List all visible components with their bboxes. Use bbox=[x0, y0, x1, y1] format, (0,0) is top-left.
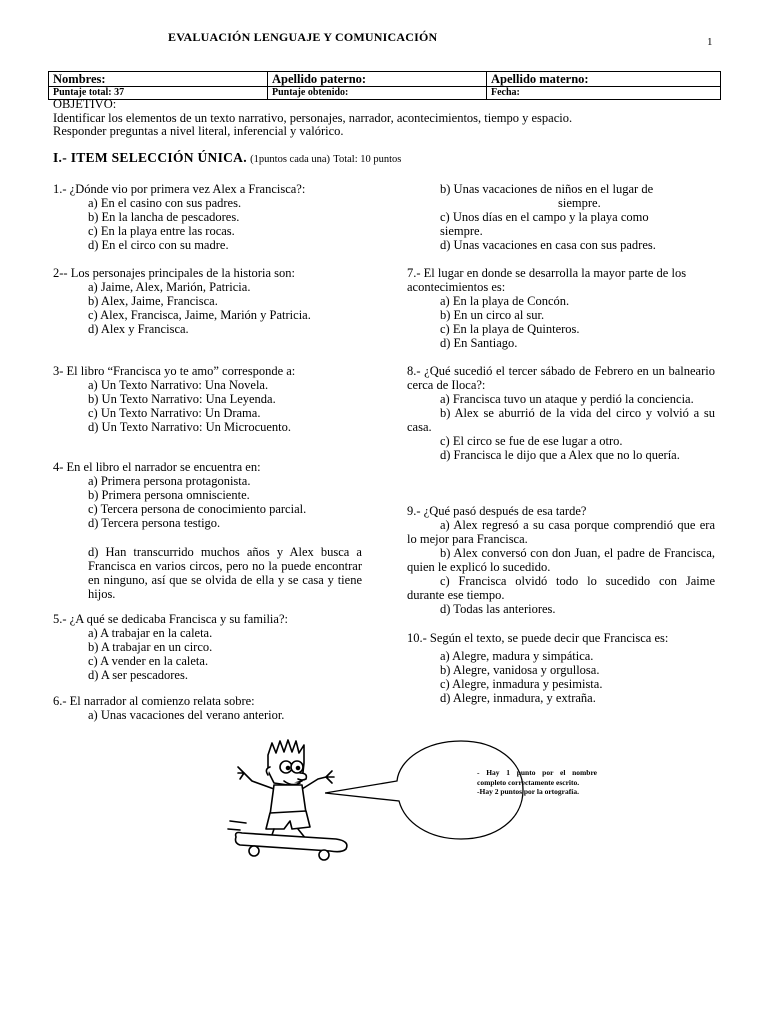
objective-heading: OBJETIVO: bbox=[53, 97, 117, 111]
option-b[interactable]: b) En la lancha de pescadores. bbox=[88, 210, 240, 224]
option-d[interactable]: d) Unas vacaciones en casa con sus padres. bbox=[440, 238, 656, 252]
question-7 bbox=[407, 266, 715, 350]
names-field[interactable]: Nombres: bbox=[49, 72, 268, 87]
objective-block bbox=[53, 98, 572, 139]
objective-line: Identificar los elementos de un texto narrativo, personajes, narrador, acontecimientos, tiempo y espacio. bbox=[53, 110, 573, 125]
option-d[interactable]: d) Alegre, inmadura, y extraña. bbox=[440, 691, 596, 705]
option-a[interactable]: a) Un Texto Narrativo: Una Novela. bbox=[88, 378, 269, 392]
section-heading: I.- ITEM SELECCIÓN ÚNICA. bbox=[53, 150, 247, 165]
scoring-note bbox=[477, 768, 597, 797]
scoring-note-line: - Hay 1 punto por el nombre completo correctamente escrito. bbox=[477, 768, 597, 787]
question-1 bbox=[53, 182, 373, 252]
option-c[interactable]: c) En la playa entre las rocas. bbox=[88, 224, 235, 238]
option-a[interactable]: a) En la playa de Concón. bbox=[440, 294, 570, 308]
option-a[interactable]: a) Primera persona protagonista. bbox=[88, 474, 251, 488]
option-d[interactable]: d) Un Texto Narrativo: Un Microcuento. bbox=[88, 420, 292, 434]
total-score-cell: Puntaje total: 37 bbox=[49, 87, 268, 100]
option-a[interactable]: a) Unas vacaciones del verano anterior. bbox=[88, 708, 285, 722]
option-b[interactable]: b) Un Texto Narrativo: Una Leyenda. bbox=[88, 392, 276, 406]
date-field[interactable]: Fecha: bbox=[487, 87, 721, 100]
option-a[interactable]: a) Alegre, madura y simpática. bbox=[440, 649, 594, 663]
option-a[interactable]: a) Alex regresó a su casa porque comprendió que era lo mejor para Francisca. bbox=[407, 518, 715, 546]
question-text: 10.- Según el texto, se puede decir que Francisca es: bbox=[407, 631, 669, 645]
question-text: 4- En el libro el narrador se encuentra en: bbox=[53, 460, 261, 474]
option-d[interactable]: d) En el circo con su madre. bbox=[88, 238, 229, 252]
question-text: 1.- ¿Dónde vio por primera vez Alex a Francisca?: bbox=[53, 182, 306, 196]
option-b[interactable]: b) Alex se aburrió de la vida del circo y volvió a su casa. bbox=[407, 406, 715, 434]
option-d[interactable]: d) Tercera persona testigo. bbox=[88, 516, 221, 530]
option-a[interactable]: a) Francisca tuvo un ataque y perdió la conciencia. bbox=[440, 392, 694, 406]
question-10 bbox=[407, 631, 715, 705]
student-info-table bbox=[48, 71, 721, 100]
stray-option-text: d) Han transcurrido muchos años y Alex busca a Francisca en varios circos, pero no la puede encontrar en ninguno, así que se olvida de ella y se casa y tiene hijos. bbox=[88, 545, 362, 601]
option-d[interactable]: d) Francisca le dijo que a Alex que no lo quería. bbox=[440, 448, 680, 462]
option-b[interactable]: b) Unas vacaciones de niños en el lugar de bbox=[440, 182, 654, 196]
option-c[interactable]: c) A vender en la caleta. bbox=[88, 654, 209, 668]
option-c-continued: siempre. bbox=[440, 224, 483, 238]
question-text: 6.- El narrador al comienzo relata sobre: bbox=[53, 694, 255, 708]
scoring-note-line: -Hay 2 puntos por la ortografía. bbox=[477, 787, 579, 796]
question-text: 9.- ¿Qué pasó después de esa tarde? bbox=[407, 504, 587, 518]
option-c[interactable]: c) El circo se fue de ese lugar a otro. bbox=[440, 434, 623, 448]
option-c[interactable]: c) Alex, Francisca, Jaime, Marión y Patricia. bbox=[88, 308, 311, 322]
question-text: 7.- El lugar en donde se desarrolla la mayor parte de los acontecimientos es: bbox=[407, 266, 687, 294]
option-c[interactable]: c) Unos días en el campo y la playa como bbox=[440, 210, 649, 224]
option-b[interactable]: b) En un circo al sur. bbox=[440, 308, 545, 322]
option-c[interactable]: c) Un Texto Narrativo: Un Drama. bbox=[88, 406, 261, 420]
option-d[interactable]: d) A ser pescadores. bbox=[88, 668, 188, 682]
option-a[interactable]: a) En el casino con sus padres. bbox=[88, 196, 242, 210]
question-4 bbox=[53, 460, 373, 530]
question-3 bbox=[53, 364, 373, 434]
option-c[interactable]: c) En la playa de Quinteros. bbox=[440, 322, 580, 336]
option-c[interactable]: c) Tercera persona de conocimiento parcial. bbox=[88, 502, 307, 516]
option-d[interactable]: d) Alex y Francisca. bbox=[88, 322, 189, 336]
obtained-score-field[interactable]: Puntaje obtenido: bbox=[268, 87, 487, 100]
question-text: 2-- Los personajes principales de la historia son: bbox=[53, 266, 295, 280]
option-b[interactable]: b) Alex, Jaime, Francisca. bbox=[88, 294, 218, 308]
section-total: Total: 10 puntos bbox=[333, 154, 402, 165]
question-2 bbox=[53, 266, 373, 336]
option-b[interactable]: b) Alegre, vanidosa y orgullosa. bbox=[440, 663, 600, 677]
section-points-note: (1puntos cada una) bbox=[250, 154, 331, 165]
option-c[interactable]: c) Francisca olvidó todo lo sucedido con Jaime durante ese tiempo. bbox=[407, 574, 715, 602]
question-6-continued bbox=[440, 182, 720, 252]
question-text: 3- El libro “Francisca yo te amo” corresponde a: bbox=[53, 364, 296, 378]
paternal-surname-field[interactable]: Apellido paterno: bbox=[268, 72, 487, 87]
maternal-surname-field[interactable]: Apellido materno: bbox=[487, 72, 721, 87]
option-b[interactable]: b) A trabajar en un circo. bbox=[88, 640, 213, 654]
section-title bbox=[53, 150, 401, 166]
option-b[interactable]: b) Primera persona omnisciente. bbox=[88, 488, 250, 502]
option-a[interactable]: a) A trabajar en la caleta. bbox=[88, 626, 213, 640]
question-9 bbox=[407, 504, 715, 616]
option-b[interactable]: b) Alex conversó con don Juan, el padre de Francisca, quien le explicó lo sucedido. bbox=[407, 546, 715, 574]
option-d[interactable]: d) Todas las anteriores. bbox=[440, 602, 556, 616]
stray-option-d[interactable] bbox=[88, 545, 362, 601]
objective-line: Responder preguntas a nivel literal, inferencial y valórico. bbox=[53, 124, 344, 138]
question-text: 8.- ¿Qué sucedió el tercer sábado de Febrero en un balneario cerca de Iloca?: bbox=[407, 364, 715, 392]
page-title: EVALUACIÓN LENGUAJE Y COMUNICACIÓN bbox=[168, 30, 438, 44]
question-6 bbox=[53, 694, 373, 722]
question-8 bbox=[407, 364, 715, 462]
option-b-continued: siempre. bbox=[558, 196, 601, 210]
option-a[interactable]: a) Jaime, Alex, Marión, Patricia. bbox=[88, 280, 251, 294]
question-5 bbox=[53, 612, 373, 682]
page-number: 1 bbox=[707, 36, 713, 48]
question-text: 5.- ¿A qué se dedicaba Francisca y su familia?: bbox=[53, 612, 288, 626]
option-c[interactable]: c) Alegre, inmadura y pesimista. bbox=[440, 677, 603, 691]
option-d[interactable]: d) En Santiago. bbox=[440, 336, 518, 350]
